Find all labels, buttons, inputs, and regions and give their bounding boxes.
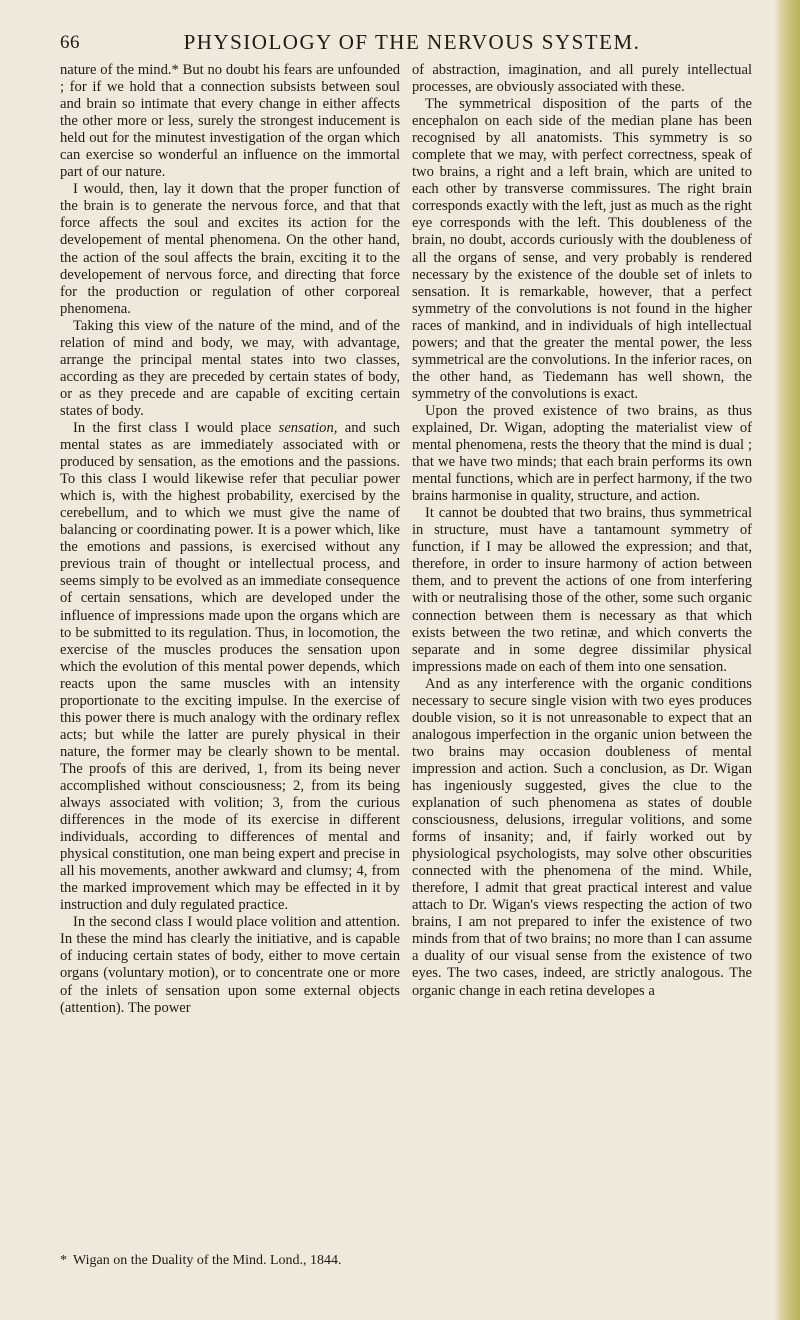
page-header: [52, 30, 772, 56]
paragraph: And as any interference with the organic conditions necessary to secure single vision with two eyes produces double vision, so it is not unreasonable to expect that an analogous imperfection in the organic union between the two brains may occasion doubleness of mental impression and action. Such a conclusion, as Dr. Wigan has ingeniously suggested, gives the clue to the explanation of such phenomena as states of double consciousness, delusions, irregular volitions, and some forms of insanity; and, if fairly worked out by physiological psychologists, may solve other obscurities connected with the phenomena of the mind. While, therefore, I admit that great practical interest and value attach to Dr. Wigan's views respecting the action of two brains, I am not prepared to infer the existence of two minds from that of two brains; no more than I can assume a duality of our visual sense from the existence of two eyes. The two cases, indeed, are strictly analogous. The organic change in each retina developes a: [412, 675, 752, 999]
paragraph: [60, 420, 400, 914]
page-number: 66: [60, 32, 80, 53]
footnote-mark: *: [60, 1253, 67, 1268]
running-title: PHYSIOLOGY OF THE NERVOUS SYSTEM.: [183, 30, 641, 54]
paragraph-text: and such mental states as are immediately associated with or produced by sensation, as the emotions and the passions. To this class I would likewise refer that peculiar power which is, with the highest probability, exercised by the cerebellum, and to which we must give the name of balancing or coordinating power. It is a power which, like the emotions and passions, is exercised without any previous train of thought or intellectual process, and seems simply to be evolved as an immediate consequence of certain sensations, which are developed under the influence of impressions made upon the organs which are to be submitted to its regulation. Thus, in locomotion, the exercise of the muscles produces the sensation upon which the evolution of this mental power depends, which reacts upon the same muscles with an intensity proportionate to the exciting impulse. In the exercise of this power there is much analogy with the ordinary reflex acts; but while the latter are purely physical in their nature, the former may be clearly shown to be mental. The proofs of this are derived, 1, from its being never accomplished without consciousness; 2, from its being always associated with volition; 3, from the curious differences in the mode of its exercise in different individuals, according to differences of mental and physical constitution, one man being expert and precise in all his movements, another awkward and clumsy; 4, from the marked improvement which may be effected in it by instruction and duly regulated practice.: [60, 419, 400, 914]
footnote-text: Wigan on the Duality of the Mind. Lond., 1844.: [73, 1253, 342, 1268]
paragraph: The symmetrical disposition of the parts of the encephalon on each side of the median plane has been recognised by all anatomists. This symmetry is so complete that we may, with perfect correctness, speak of two brains, a right and a left brain, which are united to each other by transverse commissures. The right brain corresponds exactly with the left, just as much as the right eye corresponds with the left. This doubleness of the brain, no doubt, accords curiously with the doubleness of all the organs of sense, and very probably is rendered necessary by the existence of the double set of inlets to sensation. It is remarkable, however, that a perfect symmetry of the convolutions is not found in the higher races of mankind, and in individuals of high intellectual powers; and that the greater the mental power, the less symmetrical are the convolutions. In the inferior races, on the other hand, as Tiedemann has well shown, the symmetry of the convolutions is exact.: [412, 96, 752, 402]
emphasis-sensation: sensation,: [278, 419, 338, 436]
paragraph: It cannot be doubted that two brains, thus symmetrical in structure, must have a tantamount symmetry of function, if I may be allowed the expression; and that, therefore, in order to insure harmony of action between them, and to prevent the actions of one from interfering with or neutralising those of the other, some such organic connection between them is necessary as that which exists between the two retinæ, and which converts the separate and in some degree dissimilar physical impressions made on each of them into one sensation.: [412, 505, 752, 675]
paragraph-text: In the first class I would place: [73, 419, 279, 436]
right-column: [412, 62, 752, 1302]
left-column: [60, 62, 400, 1287]
page-edge-shadow: [774, 0, 800, 1320]
paragraph: Taking this view of the nature of the mind, and of the relation of mind and body, we may, with advantage, arrange the principal mental states into two classes, according as they are preceded by certain states of body, or as they precede and are capable of exciting certain states of body.: [60, 317, 400, 419]
paragraph: nature of the mind.* But no doubt his fears are unfounded ; for if we hold that a connection subsists between soul and brain so intimate that every change in either affects the other more or less, surely the strongest inducement is held out for the minutest investigation of the organ which can exercise so wonderful an influence on the immortal part of our nature.: [60, 62, 400, 181]
paragraph: Upon the proved existence of two brains, as thus explained, Dr. Wigan, adopting the materialist view of mental phenomena, rests the theory that the mind is dual ; that we have two minds; that each brain performs its own mental functions, which are in perfect harmony, if the two brains harmonise in quality, structure, and action.: [412, 402, 752, 505]
paragraph: of abstraction, imagination, and all purely intellectual processes, are obviously associated with these.: [412, 62, 752, 96]
footnote: [60, 1252, 400, 1269]
paragraph: I would, then, lay it down that the proper function of the brain is to generate the nervous force, and that that force affects the soul and excites its action for the developement of mental phenomena. On the other hand, the action of the soul affects the brain, exciting it to the developement of nervous force, and directing that force for the production or regulation of other corporeal phenomena.: [60, 181, 400, 317]
paragraph: In the second class I would place volition and attention. In these the mind has clearly the initiative, and is capable of inducing certain states of body, either to move certain organs (voluntary motion), or to concentrate one or more of the inlets of sensation upon some external objects (attention). The power: [60, 914, 400, 1016]
